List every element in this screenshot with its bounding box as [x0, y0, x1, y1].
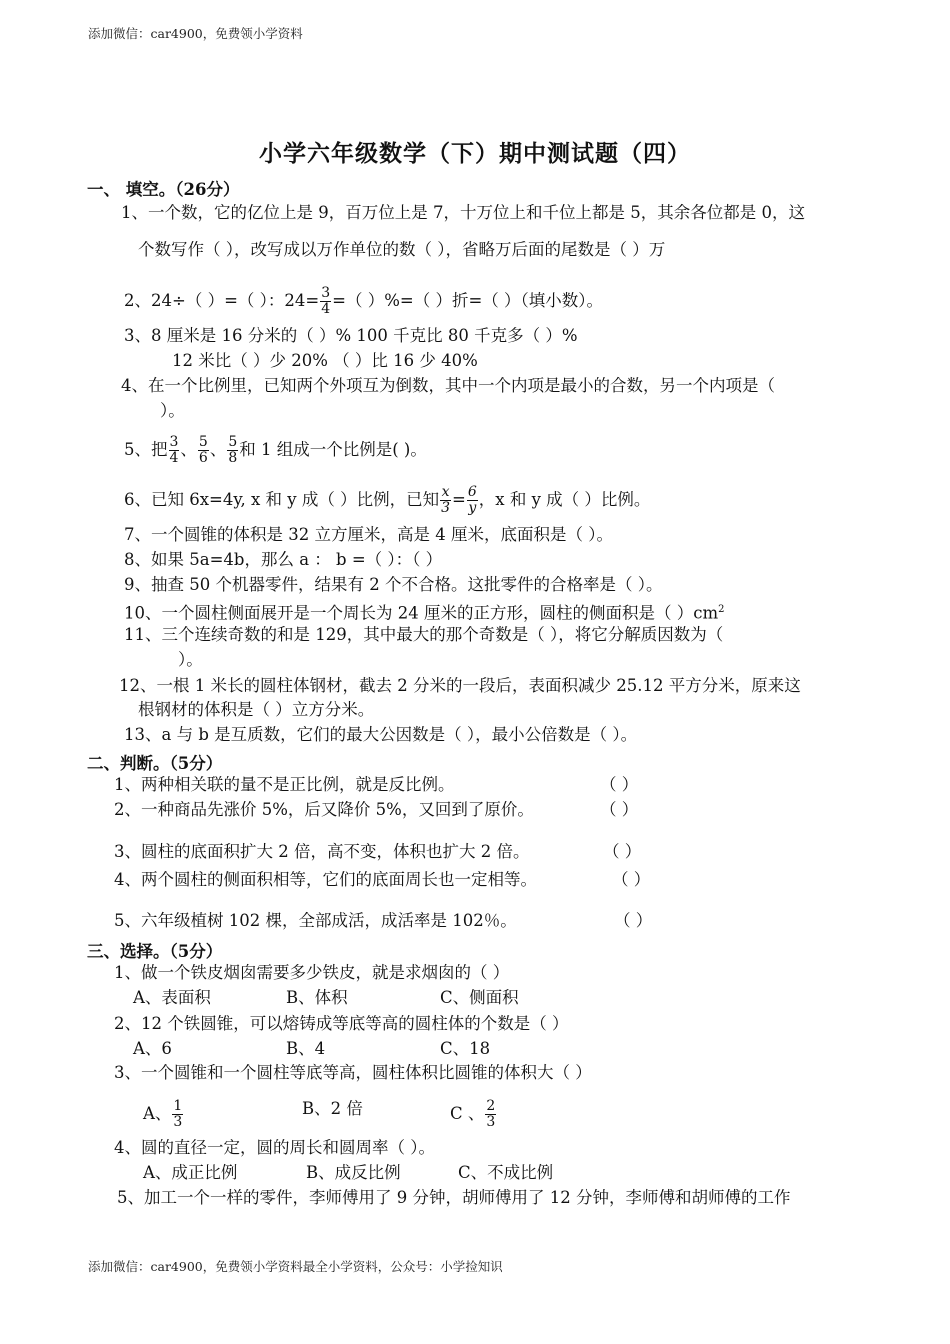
- judge-5-answer[interactable]: （ ）: [614, 911, 653, 930]
- fraction-6-y: $\frac{6}{y}$: [467, 484, 477, 516]
- choice-1-option-b[interactable]: B、体积: [286, 988, 348, 1007]
- page-footer: 添加微信：car4900，免费领小学资料最全小学资料，公众号：小学捡知识: [88, 1259, 503, 1274]
- question-6: 6、已知 6x=4y, x 和 y 成（ ）比例，已知 $\frac{x}{3}$ = $\frac{6}{y}$ ，x 和 y 成（ ）比例。: [124, 484, 651, 516]
- choice-2: 2、12 个铁圆锥，可以熔铸成等底等高的圆柱体的个数是（ ）: [114, 1014, 569, 1033]
- question-2-part-b: =（ ）%=（ ）折=（ ）（填小数）。: [332, 291, 604, 310]
- choice-5: 5、加工一个一样的零件，李师傅用了 9 分钟，胡师傅用了 12 分钟，李师傅和胡师傅的工作: [117, 1188, 791, 1207]
- question-3-line-1: 3、8 厘米是 16 分米的（ ）% 100 千克比 80 千克多（ ）%: [124, 326, 578, 345]
- choice-1-option-a[interactable]: A、表面积: [133, 988, 211, 1007]
- fraction-2-3: $\frac{2}{3}$: [486, 1098, 496, 1130]
- choice-3-option-b[interactable]: B、2 倍: [302, 1099, 363, 1118]
- choice-4-option-b[interactable]: B、成反比例: [306, 1163, 401, 1182]
- choice-4: 4、圆的直径一定，圆的周长和圆周率（ ）。: [114, 1138, 435, 1157]
- question-1-line-1: 1、一个数，它的亿位上是 9，百万位上是 7，十万位上和千位上都是 5，其余各位都是 0，这: [121, 203, 805, 222]
- choice-1: 1、做一个铁皮烟囱需要多少铁皮，就是求烟囱的（ ）: [114, 963, 510, 982]
- judge-2: 2、一种商品先涨价 5%，后又降价 5%，又回到了原价。: [114, 800, 534, 819]
- page-title: 小学六年级数学（下）期中测试题（四）: [259, 140, 691, 167]
- choice-3-option-c[interactable]: C 、 $\frac{2}{3}$: [450, 1098, 496, 1130]
- question-8: 8、如果 5a=4b，那么 a ： b =（ ）：（ ）: [124, 550, 443, 569]
- judge-3-answer[interactable]: （ ）: [603, 842, 642, 861]
- question-7: 7、一个圆锥的体积是 32 立方厘米，高是 4 厘米，底面积是（ ）。: [124, 525, 613, 544]
- judge-4-answer[interactable]: （ ）: [612, 870, 651, 889]
- choice-4-option-a[interactable]: A、成正比例: [143, 1163, 238, 1182]
- question-12-line-2: 根钢材的体积是（ ）立方分米。: [138, 700, 375, 719]
- choice-2-option-a[interactable]: A、6: [133, 1039, 172, 1058]
- choice-2-option-c[interactable]: C、18: [440, 1039, 491, 1058]
- judge-5: 5、六年级植树 102 棵，全部成活，成活率是 102％。: [114, 911, 517, 930]
- question-11-line-1: 11、三个连续奇数的和是 129，其中最大的那个奇数是（ ），将它分解质因数为（: [124, 625, 724, 644]
- judge-4: 4、两个圆柱的侧面积相等，它们的底面周长也一定相等。: [114, 870, 537, 889]
- question-9: 9、抽查 50 个机器零件，结果有 2 个不合格。这批零件的合格率是（ ）。: [124, 575, 663, 594]
- section-heading-choice: 三、选择。（5分）: [87, 942, 223, 961]
- fraction-1-3: $\frac{1}{3}$: [173, 1098, 183, 1130]
- page-header: 添加微信：car4900，免费领小学资料: [88, 26, 303, 41]
- fraction-three-quarters: $\frac{3}{4}$: [321, 285, 331, 317]
- choice-4-option-c[interactable]: C、不成比例: [458, 1163, 554, 1182]
- question-12-line-1: 12、一根 1 米长的圆柱体钢材，截去 2 分米的一段后，表面积减少 25.12 平方分米，原来这: [119, 676, 801, 695]
- question-3-line-2: 12 米比（ ）少 20% （ ）比 16 少 40%: [172, 351, 478, 370]
- fraction-x-3: $\frac{x}{3}$: [441, 484, 451, 516]
- question-5: 5、把 $\frac{3}{4}$ 、 $\frac{5}{6}$ 、 $\frac{5}{8}$ 和 1 组成一个比例是( )。: [124, 434, 427, 466]
- choice-3: 3、一个圆锥和一个圆柱等底等高，圆柱体积比圆锥的体积大（ ）: [114, 1063, 592, 1082]
- choice-1-option-c[interactable]: C、侧面积: [440, 988, 519, 1007]
- fraction-3-4: $\frac{3}{4}$: [169, 434, 179, 466]
- choice-3-option-a[interactable]: A、 $\frac{1}{3}$: [143, 1098, 183, 1130]
- question-1-line-2: 个数写作（ ），改写成以万作单位的数（ ），省略万后面的尾数是（ ）万: [138, 240, 666, 259]
- fraction-5-8: $\frac{5}{8}$: [228, 434, 238, 466]
- judge-3: 3、圆柱的底面积扩大 2 倍，高不变，体积也扩大 2 倍。: [114, 842, 530, 861]
- question-4-line-1: 4、在一个比例里，已知两个外项互为倒数，其中一个内项是最小的合数，另一个内项是（: [121, 376, 775, 395]
- fraction-5-6: $\frac{5}{6}$: [198, 434, 208, 466]
- question-13: 13、a 与 b 是互质数，它们的最大公因数是（ ），最小公倍数是（ ）。: [124, 725, 638, 744]
- judge-2-answer[interactable]: （ ）: [600, 800, 639, 819]
- question-2-part-a: 2、24÷（ ）=（ ）：24=: [124, 291, 320, 310]
- question-10: 10、一个圆柱侧面展开是一个周长为 24 厘米的正方形，圆柱的侧面积是（ ）$cm^2$: [124, 603, 725, 623]
- section-heading-judge: 二、判断。（5分）: [87, 754, 223, 773]
- question-11-line-2: ）。: [178, 650, 203, 669]
- question-2: [124, 286, 603, 317]
- superscript-2: 2: [718, 604, 725, 615]
- choice-2-option-b[interactable]: B、4: [286, 1039, 326, 1058]
- question-4-line-2: ）。: [160, 401, 185, 420]
- section-heading-fill: 一、 填空。（26分）: [87, 180, 240, 199]
- judge-1-answer[interactable]: （ ）: [600, 775, 639, 794]
- judge-1: 1、两种相关联的量不是正比例，就是反比例。: [114, 775, 455, 794]
